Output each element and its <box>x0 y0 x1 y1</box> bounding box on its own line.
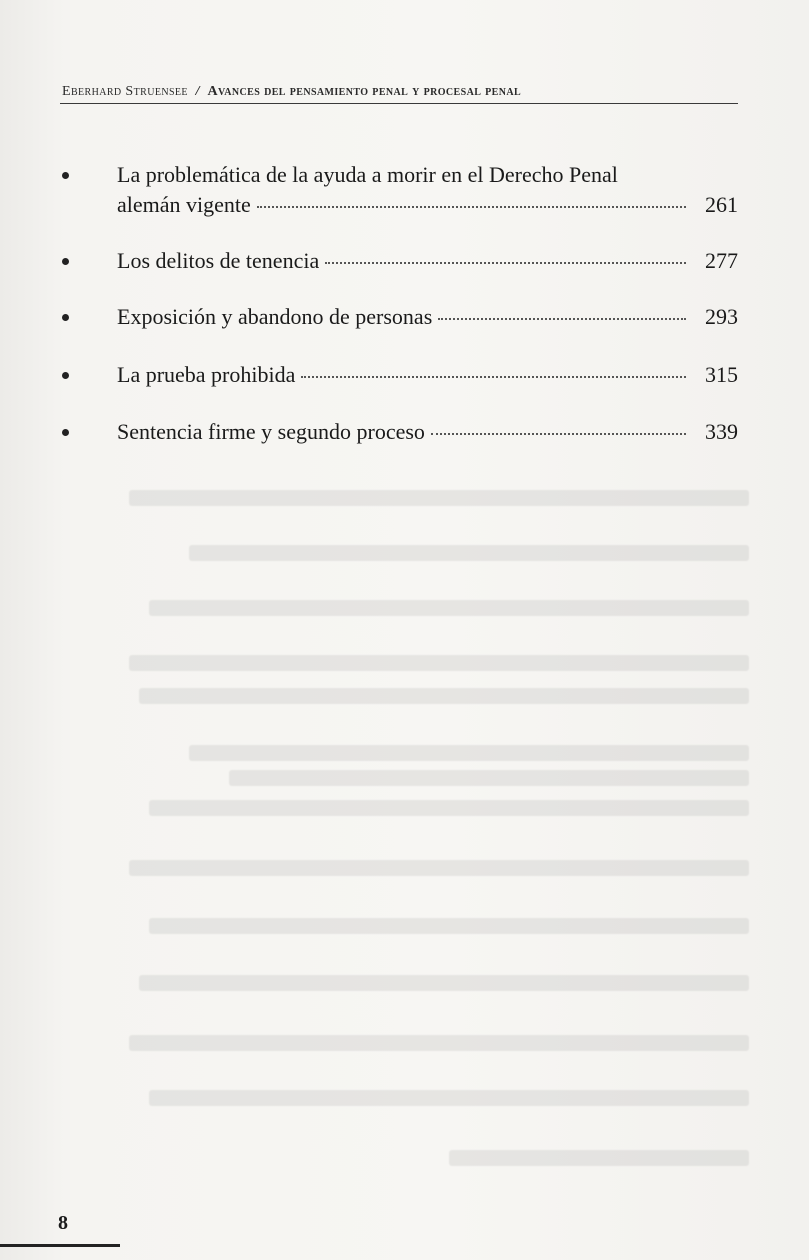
toc-entry-text <box>117 246 738 276</box>
toc-entry-text <box>117 160 738 220</box>
header-rule <box>60 103 738 104</box>
toc-entry-title-line <box>117 160 738 190</box>
toc-entry-title: La problemática de la ayuda a morir en el Derecho Penal <box>117 162 618 187</box>
toc-entry-line <box>117 246 738 276</box>
dot-leader <box>431 432 686 435</box>
dot-leader <box>438 317 686 320</box>
toc-page-number: 277 <box>705 248 738 273</box>
toc-page-number: 315 <box>705 362 738 387</box>
bullet-icon <box>62 429 69 436</box>
toc-entry-line <box>117 302 738 332</box>
toc-page-number: 339 <box>705 419 738 444</box>
bullet-icon <box>62 258 69 265</box>
page-number: 8 <box>58 1212 68 1234</box>
running-head-book-title: Avances del pensamiento penal y procesal penal <box>207 84 522 99</box>
toc-entry-line <box>117 417 738 447</box>
toc-entry-title-cont: alemán vigente <box>117 192 251 217</box>
toc-page-number: 261 <box>705 192 738 217</box>
toc-page-number: 293 <box>705 304 738 329</box>
toc-entry-title: La prueba prohibida <box>117 362 296 387</box>
bullet-icon <box>62 372 69 379</box>
toc-entry-title: Sentencia firme y segundo proceso <box>117 419 425 444</box>
running-head <box>62 84 738 100</box>
toc-entry-title-continuation <box>117 190 738 220</box>
toc-entry-title: Los delitos de tenencia <box>117 248 320 273</box>
dot-leader <box>301 375 686 378</box>
toc-entry-title: Exposición y abandono de personas <box>117 304 433 329</box>
toc-entry-text <box>117 360 738 390</box>
running-head-author: Eberhard Struensee <box>62 84 188 99</box>
footer-mark <box>0 1244 120 1247</box>
dot-leader <box>325 261 686 264</box>
running-head-separator: / <box>195 84 200 99</box>
toc-entry-text <box>117 302 738 332</box>
bullet-icon <box>62 314 69 321</box>
bullet-icon <box>62 172 69 179</box>
toc-entry-line <box>117 360 738 390</box>
dot-leader <box>257 205 686 208</box>
toc-entry-text <box>117 417 738 447</box>
